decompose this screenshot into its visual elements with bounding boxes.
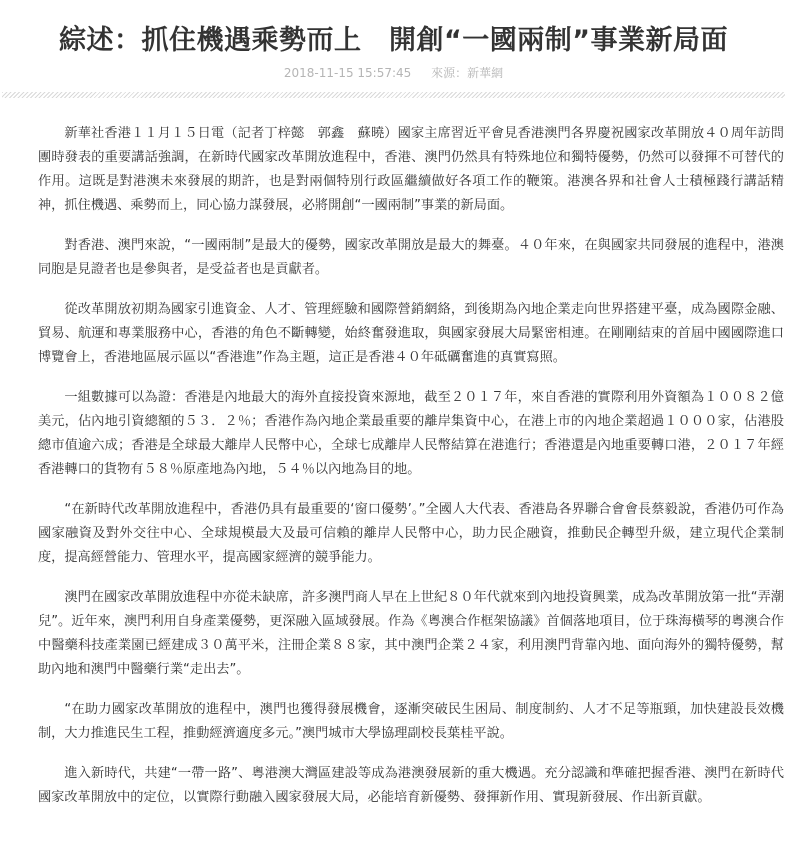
article-paragraph-3: 從改革開放初期為國家引進資金、人才、管理經驗和國際營銷網絡，到後期為內地企業走向世界搭建平臺，成為國際金融、貿易、航運和專業服務中心，香港的角色不斷轉變，始終奮發進取，與國家發展大局緊密相連。在剛剛結束的首屆中國國際進口博覽會上，香港地區展示區以“香港進”作為主題，這正是香港４０年砥礪奮進的真實寫照。: [38, 302, 784, 365]
source-label: 來源：: [431, 66, 468, 80]
article-paragraph-7: “在助力國家改革開放的進程中，澳門也獲得發展機會，逐漸突破民生困局、制度制約、人才不足等瓶頸，加快建設長效機制，大力推進民生工程，推動經濟適度多元。”澳門城市大學協理副校長葉桂平說。: [38, 702, 784, 741]
article-body: [38, 122, 784, 826]
article-paragraph-6: 澳門在國家改革開放進程中亦從未缺席，許多澳門商人早在上世紀８０年代就來到內地投資興業，成為改革開放第一批“弄潮兒”。近年來，澳門利用自身產業優勢，更深融入區域發展。作為《粵澳合作框架協議》首個落地項目，位于珠海橫琴的粵澳合作中醫藥科技產業園已經建成３０萬平米，注冊企業８８家，其中澳門企業２４家，利用澳門背靠內地、面向海外的獨特優勢，幫助內地和澳門中醫藥行業“走出去”。: [38, 590, 784, 677]
header-divider: [2, 92, 785, 98]
article-paragraph-4: 一組數據可以為證：香港是內地最大的海外直接投資來源地，截至２０１７年，來自香港的實際利用外資額為１００８２億美元，佔內地引資總額的５３．２％；香港作為內地企業最重要的離岸集資中心，在港上市的內地企業超過１０００家，佔港股總市值逾六成；香港是全球最大離岸人民幣中心，全球七成離岸人民幣結算在港進行；香港還是內地重要轉口港，２０１７年經香港轉口的貨物有５８％原產地為內地，５４％以內地為目的地。: [38, 390, 784, 477]
article-title: 綜述：抓住機遇乘勢而上 開創“一國兩制”事業新局面: [59, 25, 728, 56]
article-paragraph-5: “在新時代改革開放進程中，香港仍具有最重要的‘窗口優勢’。”全國人大代表、香港島各界聯合會會長蔡毅說，香港仍可作為國家融資及對外交往中心、全球規模最大及最可信賴的離岸人民幣中心，助力民企融資，推動民企轉型升級，建立現代企業制度，提高經營能力、管理水平，提高國家經濟的競爭能力。: [38, 502, 784, 565]
article-paragraph-1: 新華社香港１１月１５日電（記者丁梓懿 郭鑫 蘇曉）國家主席習近平會見香港澳門各界慶祝國家改革開放４０周年訪問團時發表的重要講話強調，在新時代國家改革開放進程中，香港、澳門仍然具有特殊地位和獨特優勢，仍然可以發揮不可替代的作用。這既是對港澳未來發展的期許，也是對兩個特別行政區繼續做好各項工作的鞭策。港澳各界和社會人士積極踐行講話精神，抓住機遇、乘勢而上，同心協力謀發展，必將開創“一國兩制”事業的新局面。: [38, 126, 784, 213]
article-meta: [0, 64, 787, 81]
publish-datetime: 2018-11-15 15:57:45: [283, 66, 412, 80]
article-paragraph-2: 對香港、澳門來說，“一國兩制”是最大的優勢，國家改革開放是最大的舞臺。４０年來，在與國家共同發展的進程中，港澳同胞是見證者也是參與者，是受益者也是貢獻者。: [38, 238, 784, 277]
source-name[interactable]: 新華網: [467, 66, 504, 80]
article-paragraph-8: 進入新時代，共建“一帶一路”、粵港澳大灣區建設等成為港澳發展新的重大機遇。充分認識和準確把握香港、澳門在新時代國家改革開放中的定位，以實際行動融入國家發展大局，必能培育新優勢、發揮新作用、實現新發展、作出新貢獻。: [38, 766, 784, 805]
